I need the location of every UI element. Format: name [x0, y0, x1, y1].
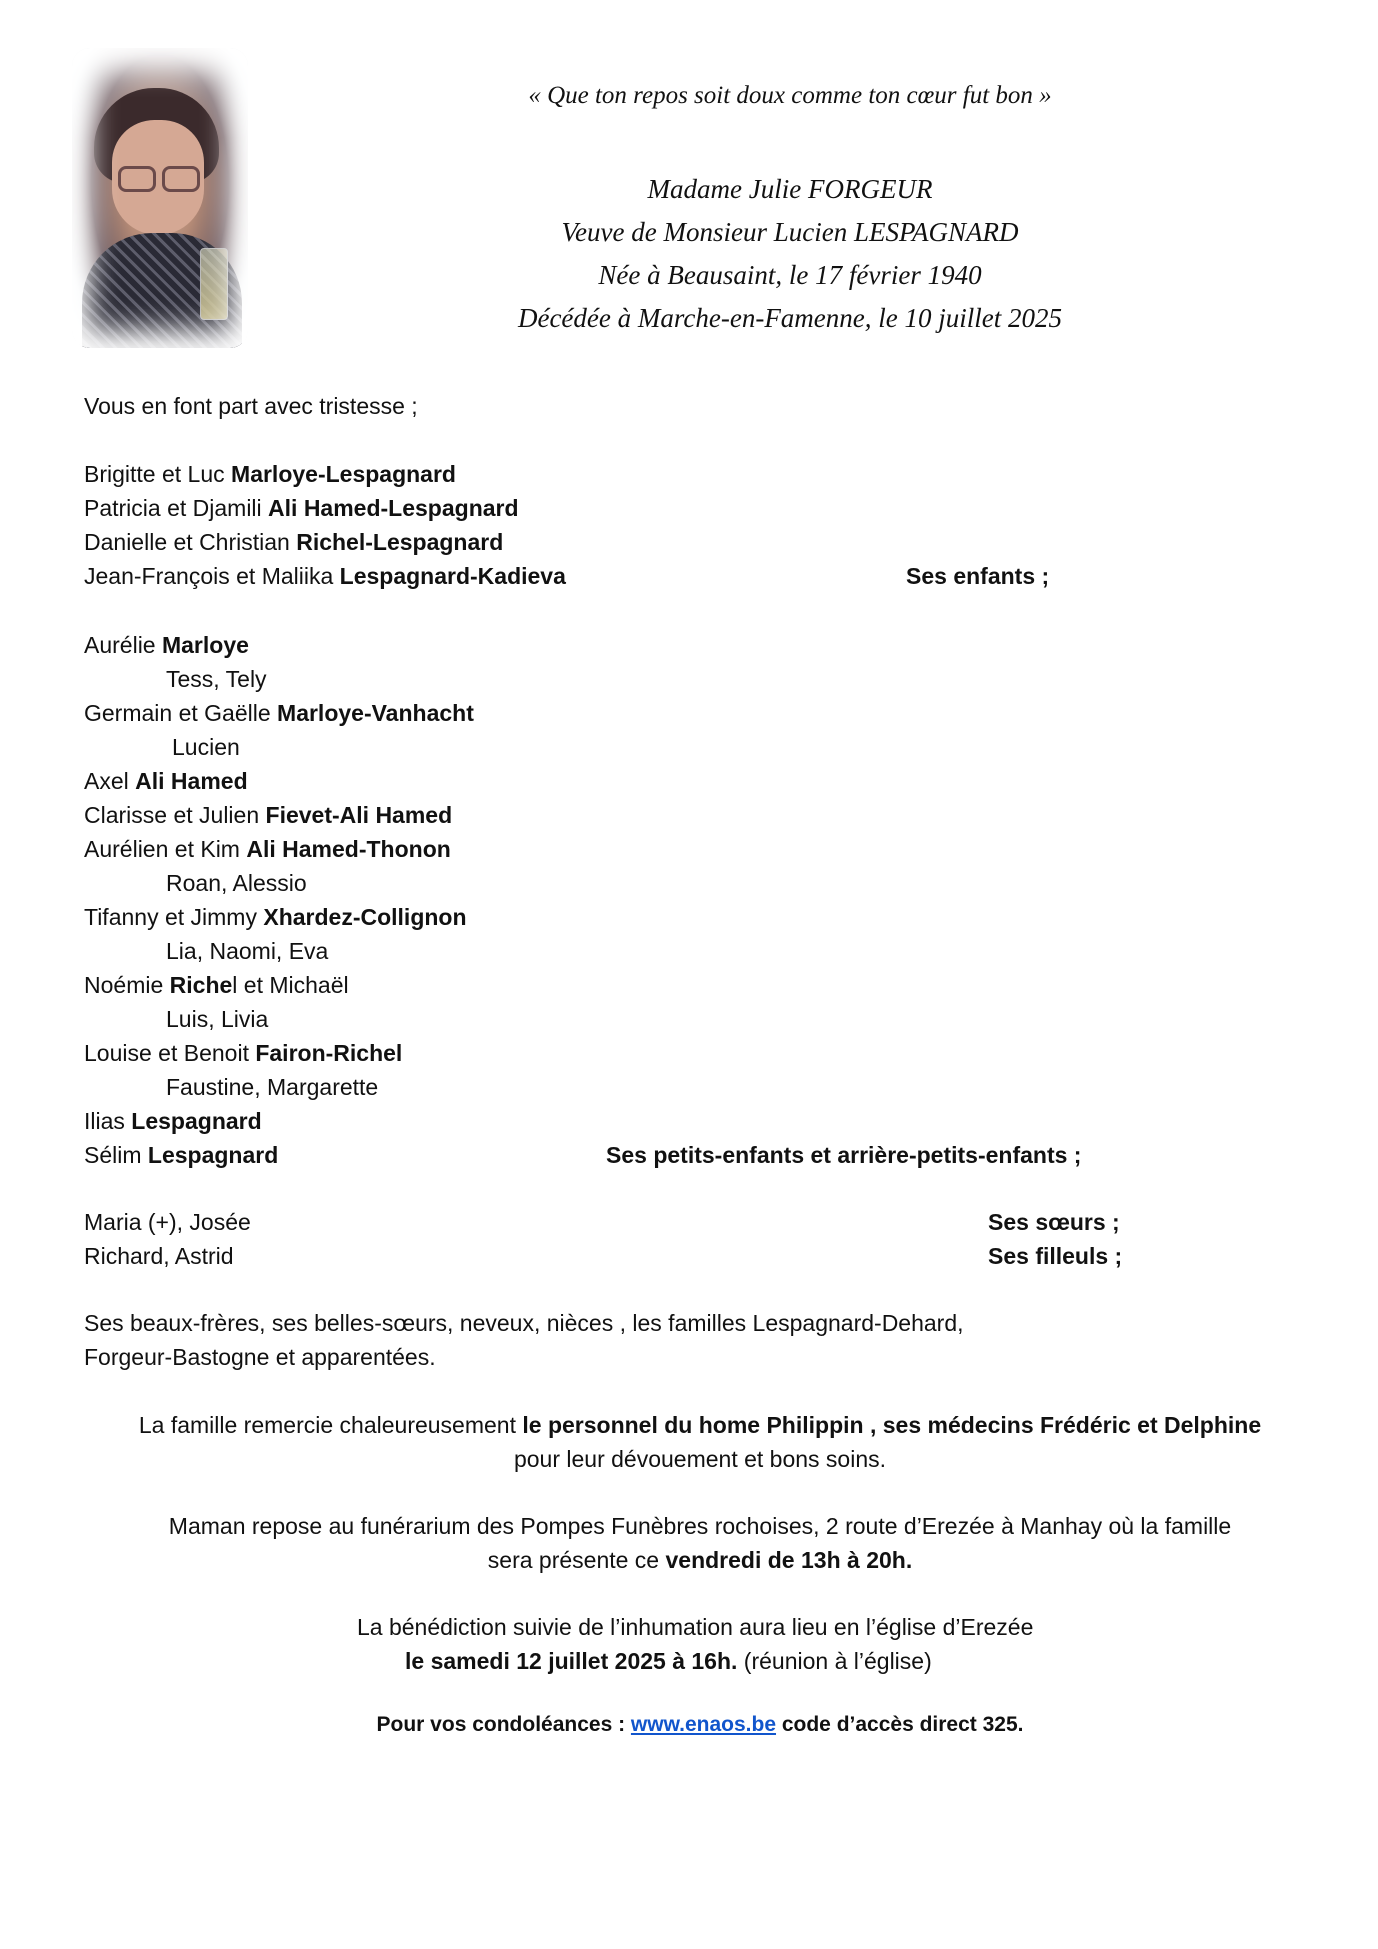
birth-line: Née à Beausaint, le 17 février 1940 — [598, 260, 982, 290]
thanks-line: pour leur dévouement et bons soins. — [513, 1446, 887, 1472]
list-item: Patricia et Djamili Ali Hamed-Lespagnard — [84, 495, 519, 521]
list-sub-item: Lia, Naomi, Eva — [166, 938, 329, 964]
intro-text: Vous en font part avec tristesse ; — [84, 393, 418, 419]
deceased-block — [410, 168, 1170, 340]
children-list — [84, 457, 566, 593]
visitation-line: Maman repose au funérarium des Pompes Funèbres rochoises, 2 route d’Erezée à Manhay où la famille — [168, 1513, 1232, 1539]
death-line: Décédée à Marche-en-Famenne, le 10 juillet 2025 — [517, 303, 1063, 333]
sisters-label: Ses sœurs ; — [988, 1209, 1120, 1235]
list-item: Danielle et Christian Richel-Lespagnard — [84, 529, 504, 555]
list-sub-item: Lucien — [172, 734, 240, 760]
list-item: Brigitte et Luc Marloye-Lespagnard — [84, 461, 456, 487]
list-item: Germain et Gaëlle Marloye-Vanhacht — [84, 700, 474, 726]
list-sub-item: Tess, Tely — [166, 666, 267, 692]
list-sub-item: Roan, Alessio — [166, 870, 307, 896]
list-item: Noémie Richel et Michaël — [84, 972, 349, 998]
grandchildren-list — [84, 628, 474, 1172]
list-sub-item: Luis, Livia — [166, 1006, 269, 1032]
children-label: Ses enfants ; — [906, 563, 1050, 589]
list-item: Axel Ali Hamed — [84, 768, 248, 794]
list-sub-item: Faustine, Margarette — [166, 1074, 379, 1100]
extended-family-line: Ses beaux-frères, ses belles-sœurs, neveux, nièces , les familles Lespagnard-Dehard, — [84, 1310, 964, 1336]
condolences-link[interactable]: www.enaos.be — [630, 1713, 777, 1736]
list-item: Ilias Lespagnard — [84, 1108, 262, 1134]
list-item: Clarisse et Julien Fievet-Ali Hamed — [84, 802, 453, 828]
deceased-name: Madame Julie FORGEUR — [647, 174, 933, 204]
portrait-photo — [72, 48, 248, 348]
thanks-paragraph — [80, 1408, 1320, 1476]
widow-line: Veuve de Monsieur Lucien LESPAGNARD — [561, 217, 1019, 247]
condolences-suffix: code d’accès direct 325. — [776, 1713, 1024, 1736]
list-item: Jean-François et Maliika Lespagnard-Kadieva — [84, 563, 566, 589]
visitation-line: sera présente ce vendredi de 13h à 20h. — [487, 1547, 913, 1573]
list-item: Aurélie Marloye — [84, 632, 249, 658]
sisters-names: Maria (+), Josée — [84, 1209, 251, 1235]
condolences-prefix: Pour vos condoléances : — [376, 1713, 631, 1736]
condolences-line — [80, 1713, 1320, 1737]
thanks-line: La famille remercie chaleureusement le personnel du home Philippin , ses médecins Frédéric et Delphine — [138, 1412, 1262, 1438]
list-item: Sélim Lespagnard — [84, 1142, 279, 1168]
grandchildren-label: Ses petits-enfants et arrière-petits-enfants ; — [606, 1142, 1082, 1168]
godchildren-names: Richard, Astrid — [84, 1243, 234, 1269]
list-item: Louise et Benoit Fairon-Richel — [84, 1040, 403, 1066]
list-item: Tifanny et Jimmy Xhardez-Collignon — [84, 904, 467, 930]
quote: « Que ton repos soit doux comme ton cœur fut bon » — [528, 82, 1052, 109]
visitation-paragraph — [80, 1509, 1320, 1577]
list-item: Aurélien et Kim Ali Hamed-Thonon — [84, 836, 451, 862]
extended-family — [84, 1306, 964, 1374]
ceremony-line: La bénédiction suivie de l’inhumation aura lieu en l’église d’Erezée — [357, 1614, 1034, 1640]
godchildren-label: Ses filleuls ; — [988, 1243, 1123, 1269]
ceremony-date: le samedi 12 juillet 2025 à 16h. (réunion à l’église) — [405, 1648, 932, 1674]
extended-family-line: Forgeur-Bastogne et apparentées. — [84, 1344, 436, 1370]
